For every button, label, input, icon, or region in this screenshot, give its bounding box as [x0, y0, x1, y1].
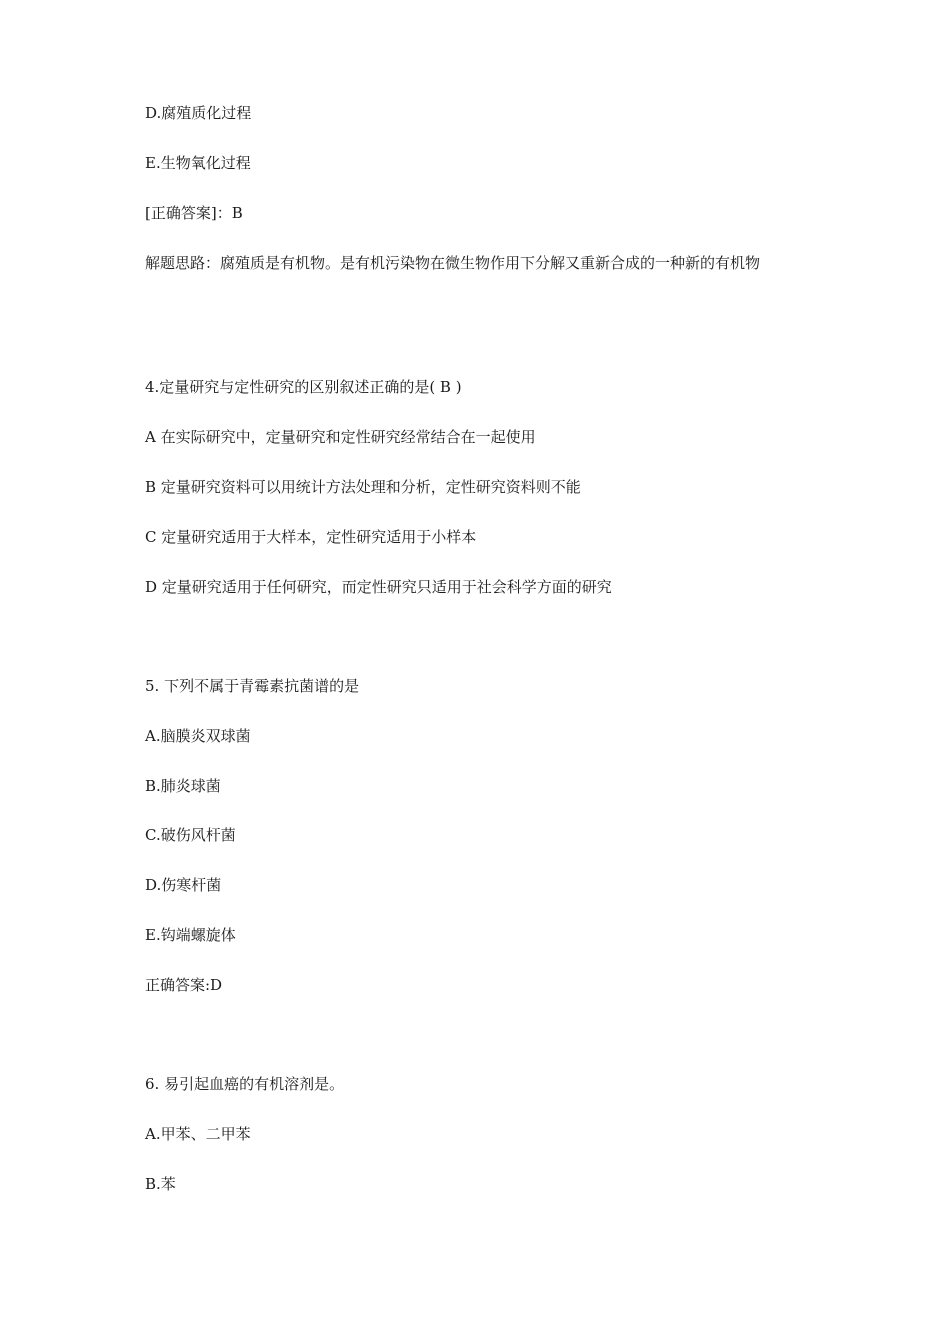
- q5-option-c: C.破伤风杆菌: [145, 826, 236, 844]
- q5-option-e: E.钩端螺旋体: [145, 926, 236, 944]
- q6-option-a: A.甲苯、二甲苯: [145, 1125, 251, 1143]
- q4-option-c: C 定量研究适用于大样本，定性研究适用于小样本: [145, 528, 477, 546]
- q5-question: 5. 下列不属于青霉素抗菌谱的是: [145, 677, 360, 695]
- q6-question: 6. 易引起血癌的有机溶剂是。: [145, 1075, 345, 1093]
- q6-option-b: B.苯: [145, 1175, 176, 1193]
- q3-answer: [正确答案]：B: [145, 204, 243, 222]
- q4-option-a: A 在实际研究中，定量研究和定性研究经常结合在一起使用: [145, 428, 536, 446]
- q3-option-d: D.腐殖质化过程: [145, 104, 252, 122]
- q4-question: 4.定量研究与定性研究的区别叙述正确的是( B ): [145, 378, 462, 396]
- q5-option-d: D.伤寒杆菌: [145, 876, 222, 894]
- q4-option-d: D 定量研究适用于任何研究，而定性研究只适用于社会科学方面的研究: [145, 578, 612, 596]
- q3-option-e: E.生物氧化过程: [145, 154, 251, 172]
- q5-answer: 正确答案:D: [145, 976, 223, 994]
- q4-option-b: B 定量研究资料可以用统计方法处理和分析，定性研究资料则不能: [145, 478, 581, 496]
- q3-explanation: 解题思路：腐殖质是有机物。是有机污染物在微生物作用下分解又重新合成的一种新的有机物: [145, 254, 761, 272]
- q5-option-b: B.肺炎球菌: [145, 777, 221, 795]
- q5-option-a: A.脑膜炎双球菌: [145, 727, 251, 745]
